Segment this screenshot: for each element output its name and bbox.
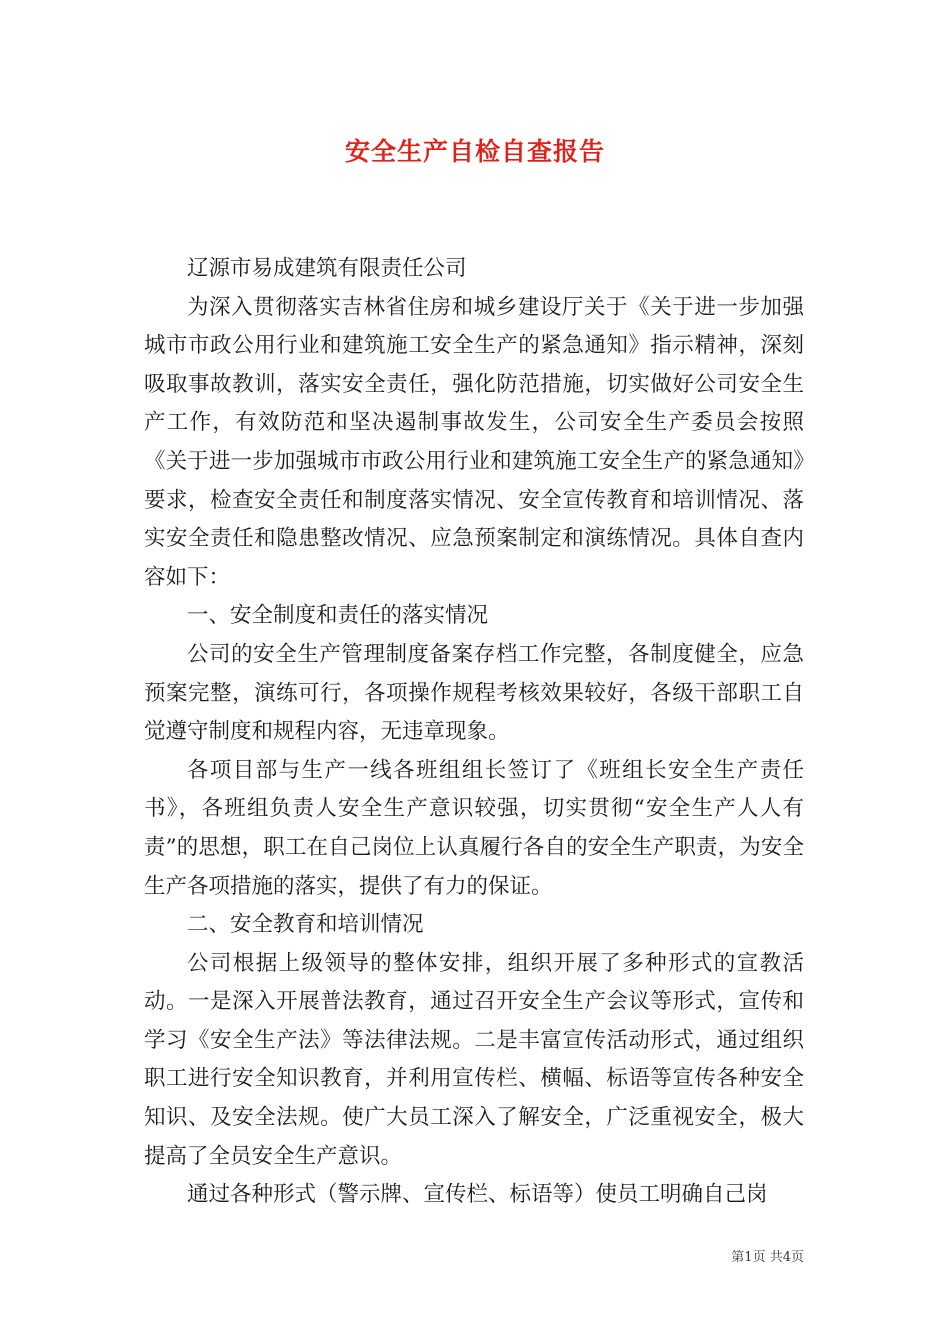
page-number-footer: [731, 1246, 804, 1265]
current-page-number: 1: [744, 1250, 753, 1265]
total-pages-number: 4: [782, 1250, 791, 1265]
body-paragraph: 通过各种形式（警示牌、宣传栏、标语等）使员工明确自己岗: [187, 1182, 768, 1208]
footer-suffix: 页: [790, 1250, 804, 1265]
document-title: 安全生产自检自查报告: [344, 137, 605, 166]
company-name: 辽源市易成建筑有限责任公司: [187, 256, 467, 281]
body-paragraph: 各项目部与生产一线各班组组长签订了《班组长安全生产责任书》，各班组负责人安全生产意识较强，切实贯彻“安全生产人人有责”的思想，职工在自己岗位上认真履行各自的安全生产职责，为安全生产各项措施的落实，提供了有力的保证。: [144, 757, 804, 899]
intro-paragraph: 为深入贯彻落实吉林省住房和城乡建设厅关于《关于进一步加强城市市政公用行业和建筑施工安全生产的紧急通知》指示精神，深刻吸取事故教训，落实安全责任，强化防范措施，切实做好公司安全生产工作，有效防范和坚决遏制事故发生，公司安全生产委员会按照《关于进一步加强城市市政公用行业和建筑施工安全生产的紧急通知》要求，检查安全责任和制度落实情况、安全宣传教育和培训情况、落实安全责任和隐患整改情况、应急预案制定和演练情况。具体自查内容如下：: [144, 294, 804, 590]
body-paragraph: 公司的安全生产管理制度备案存档工作完整，各制度健全，应急预案完整，演练可行，各项操作规程考核效果较好，各级干部职工自觉遵守制度和规程内容，无违章现象。: [144, 641, 804, 745]
footer-prefix: 第: [731, 1250, 745, 1265]
section-heading-1: 一、安全制度和责任的落实情况: [187, 603, 489, 629]
body-paragraph: 公司根据上级领导的整体安排，组织开展了多种形式的宣教活动。一是深入开展普法教育，通过召开安全生产会议等形式，宣传和学习《安全生产法》等法律法规。二是丰富宣传活动形式，通过组织职工进行安全知识教育，并利用宣传栏、横幅、标语等宣传各种安全知识、及安全法规。使广大员工深入了解安全，广泛重视安全，极大提高了全员安全生产意识。: [144, 950, 804, 1169]
footer-middle: 页 共: [752, 1250, 783, 1265]
section-heading-2: 二、安全教育和培训情况: [187, 912, 424, 938]
document-body: [144, 250, 804, 1215]
